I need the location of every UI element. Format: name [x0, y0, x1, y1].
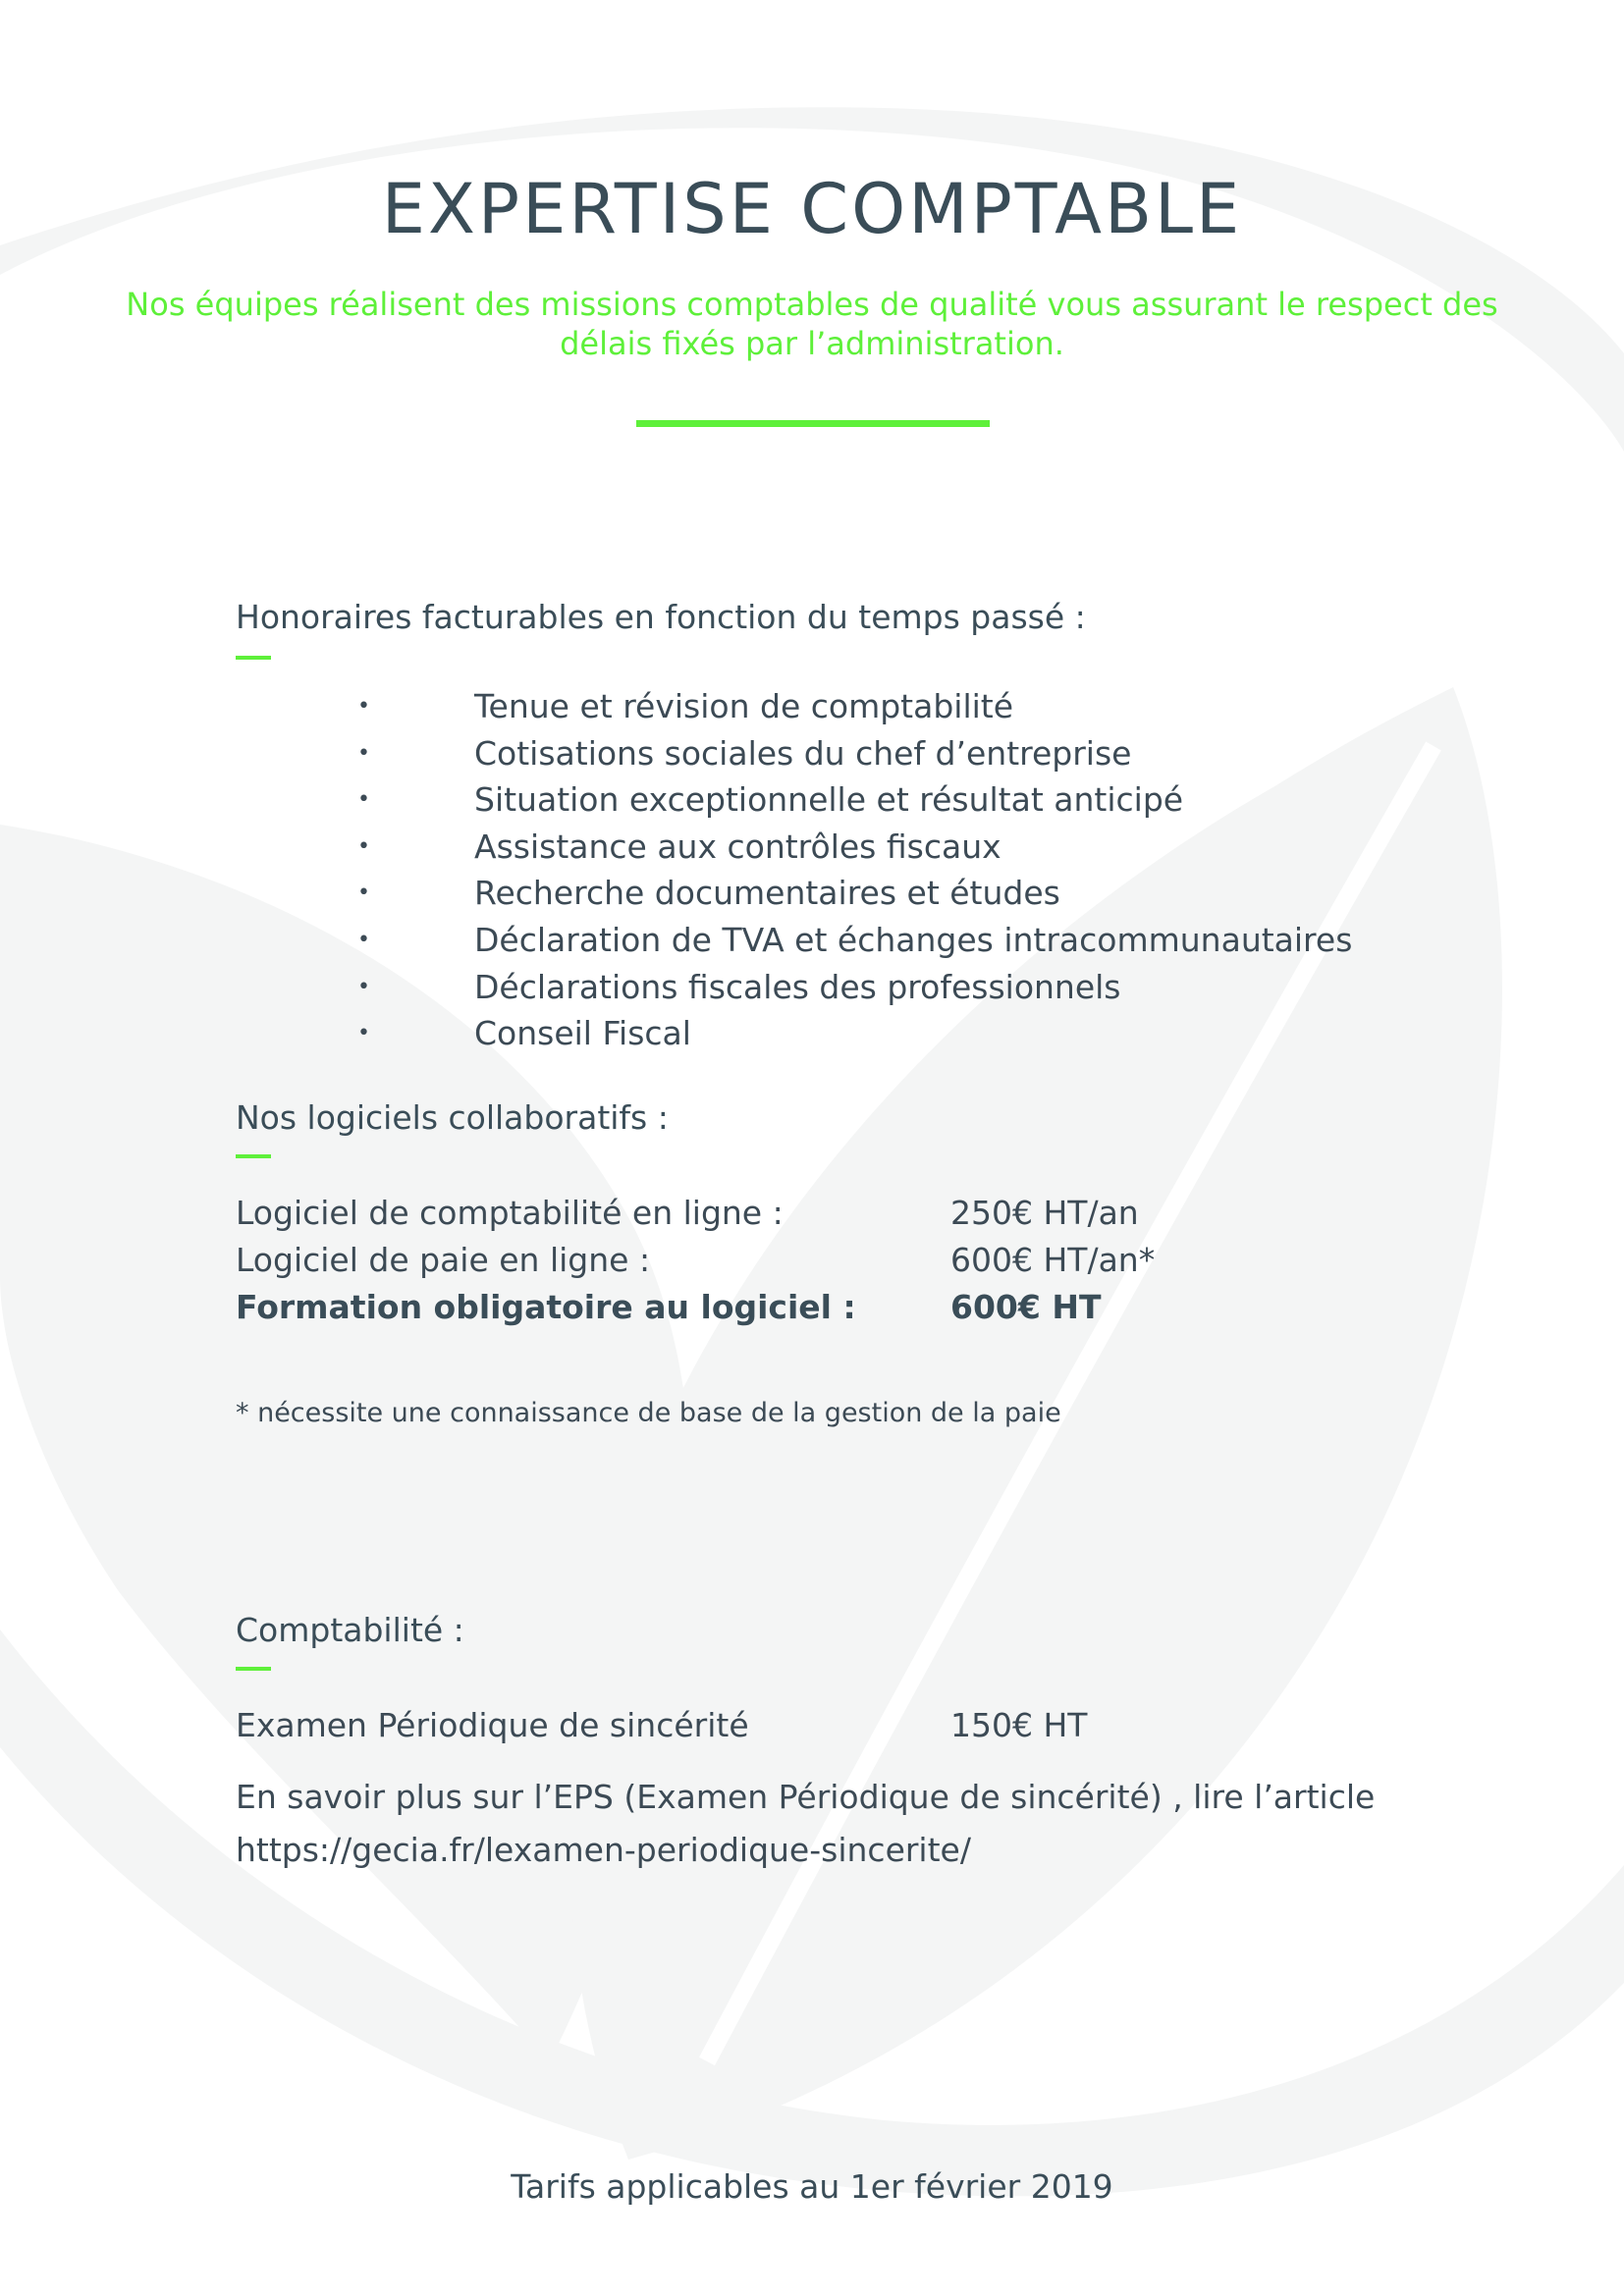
- price-row: [236, 1190, 1414, 1237]
- bullet-icon: •: [357, 927, 370, 952]
- bullet-icon: •: [357, 1021, 370, 1046]
- price-row-label: Formation obligatoire au logiciel :: [236, 1288, 856, 1326]
- price-row-label: Examen Périodique de sincérité: [236, 1706, 749, 1744]
- bullet-icon: •: [357, 833, 370, 859]
- logiciels-divider: [236, 1154, 271, 1158]
- bullet-icon: •: [357, 694, 370, 719]
- honoraires-divider: [236, 656, 271, 660]
- list-item: [236, 917, 1414, 964]
- list-item-label: Cotisations sociales du chef d’entreprise: [474, 733, 1132, 773]
- intro-text: [108, 285, 1516, 363]
- bullet-icon: •: [357, 974, 370, 999]
- list-item: [236, 964, 1414, 1011]
- price-row-label: Logiciel de comptabilité en ligne :: [236, 1194, 784, 1232]
- read-more-block: [236, 1771, 1375, 1877]
- price-row-label: Logiciel de paie en ligne :: [236, 1241, 651, 1279]
- intro-line-1: Nos équipes réalisent des missions comptables de qualité vous assurant le respect des: [126, 286, 1498, 323]
- list-item: [236, 870, 1414, 917]
- honoraires-list: [236, 683, 1414, 1057]
- price-row-value: 600€ HT: [950, 1288, 1102, 1326]
- price-row-value: 600€ HT/an*: [950, 1241, 1156, 1279]
- comptabilite-divider: [236, 1667, 271, 1671]
- logiciels-heading: Nos logiciels collaboratifs :: [236, 1098, 669, 1137]
- article-link[interactable]: https://gecia.fr/lexamen-periodique-sincerite/: [236, 1831, 971, 1869]
- list-item: [236, 824, 1414, 871]
- list-item-label: Tenue et révision de comptabilité: [474, 687, 1014, 725]
- list-item: [236, 1010, 1414, 1057]
- read-more-text: En savoir plus sur l’EPS (Examen Périodique de sincérité) , lire l’article: [236, 1778, 1376, 1816]
- bullet-icon: •: [357, 881, 370, 906]
- list-item-label: Situation exceptionnelle et résultat anticipé: [474, 780, 1184, 820]
- list-item: [236, 730, 1414, 777]
- intro-line-2: délais fixés par l’administration.: [560, 325, 1064, 362]
- price-row: [236, 1237, 1414, 1284]
- list-item-label: Conseil Fiscal: [474, 1014, 691, 1053]
- page-title: EXPERTISE COMPTABLE: [381, 169, 1243, 249]
- list-item-label: Déclarations fiscales des professionnels: [474, 967, 1121, 1006]
- price-row-value: 250€ HT/an: [950, 1194, 1139, 1232]
- price-row-value: 150€ HT: [950, 1706, 1088, 1744]
- footnote: * nécessite une connaissance de base de la gestion de la paie: [236, 1398, 1061, 1428]
- list-item: [236, 683, 1414, 730]
- comptabilite-heading: Comptabilité :: [236, 1611, 464, 1649]
- list-item-label: Déclaration de TVA et échanges intracommunautaires: [474, 920, 1353, 959]
- price-row: [236, 1702, 1414, 1749]
- list-item: [236, 776, 1414, 824]
- list-item-label: Assistance aux contrôles fiscaux: [474, 827, 1001, 866]
- list-item-label: Recherche documentaires et études: [474, 874, 1060, 913]
- title-divider: [636, 420, 990, 427]
- bullet-icon: •: [357, 740, 370, 766]
- footer-note: Tarifs applicables au 1er février 2019: [511, 2167, 1113, 2206]
- honoraires-heading: Honoraires facturables en fonction du temps passé :: [236, 598, 1086, 636]
- bullet-icon: •: [357, 787, 370, 813]
- price-row: [236, 1284, 1414, 1331]
